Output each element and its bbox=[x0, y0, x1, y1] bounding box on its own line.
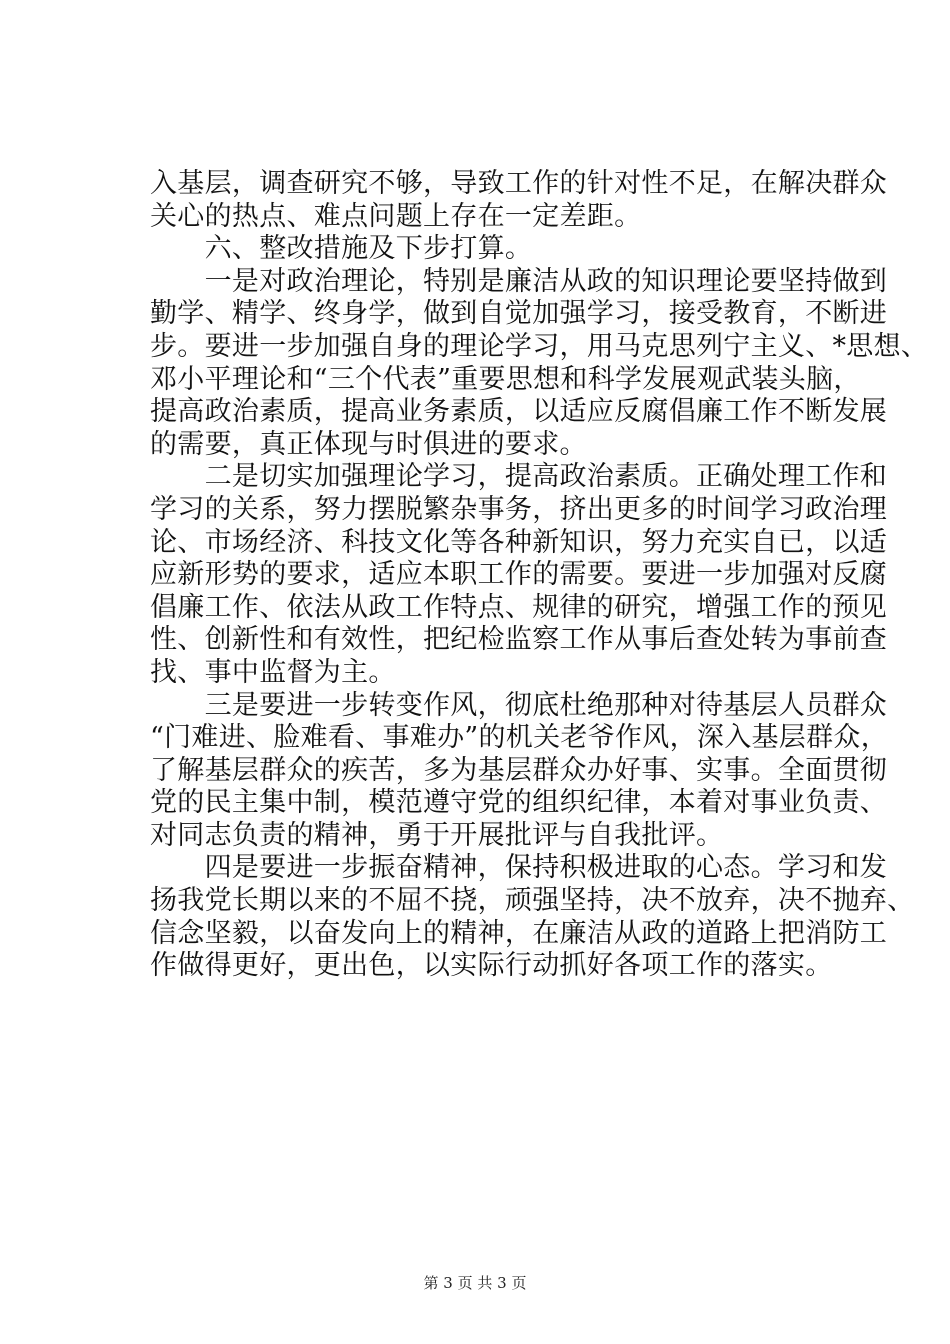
text-line: 三是要进一步转变作风，彻底杜绝那种对待基层人员群众 bbox=[150, 689, 888, 721]
text-line: 扬我党长期以来的不屈不挠，顽强坚持，决不放弃，决不抛弃、 bbox=[150, 885, 915, 917]
text-line: 找、事中监督为主。 bbox=[150, 656, 396, 688]
text-line: 邓小平理论和“三个代表”重要思想和科学发展观武装头脑， bbox=[150, 363, 861, 395]
text-line: 的需要，真正体现与时俱进的要求。 bbox=[150, 428, 587, 460]
text-line: 对同志负责的精神，勇于开展批评与自我批评。 bbox=[150, 819, 724, 851]
text-line: 信念坚毅，以奋发向上的精神，在廉洁从政的道路上把消防工 bbox=[150, 917, 888, 949]
text-line: 关心的热点、难点问题上存在一定差距。 bbox=[150, 200, 642, 232]
text-line: 性、创新性和有效性，把纪检监察工作从事后查处转为事前查 bbox=[150, 624, 888, 656]
text-line: 党的民主集中制，模范遵守党的组织纪律，本着对事业负责、 bbox=[150, 787, 888, 819]
text-line: 勤学、精学、终身学，做到自觉加强学习，接受教育，不断进 bbox=[150, 298, 888, 330]
text-line: 步。要进一步加强自身的理论学习，用马克思列宁主义、*思想、 bbox=[150, 330, 929, 362]
text-line: 入基层，调查研究不够，导致工作的针对性不足，在解决群众 bbox=[150, 168, 888, 199]
text-line: “门难进、脸难看、事难办”的机关老爷作风，深入基层群众， bbox=[150, 722, 889, 754]
section-heading: 六、整改措施及下步打算。 bbox=[150, 233, 533, 265]
text-line: 应新形势的要求，适应本职工作的需要。要进一步加强对反腐 bbox=[150, 559, 888, 591]
page-footer bbox=[0, 1272, 950, 1293]
text-line: 了解基层群众的疾苦，多为基层群众办好事、实事。全面贯彻 bbox=[150, 754, 888, 786]
text-line: 四是要进一步振奋精神，保持积极进取的心态。学习和发 bbox=[150, 852, 888, 884]
text-line: 学习的关系，努力摆脱繁杂事务，挤出更多的时间学习政治理 bbox=[150, 493, 888, 525]
text-line: 二是切实加强理论学习，提高政治素质。正确处理工作和 bbox=[150, 461, 888, 493]
text-line: 倡廉工作、依法从政工作特点、规律的研究，增强工作的预见 bbox=[150, 591, 888, 623]
text-line: 作做得更好，更出色，以实际行动抓好各项工作的落实。 bbox=[150, 950, 833, 982]
document-body bbox=[150, 168, 929, 983]
text-line: 论、市场经济、科技文化等各种新知识，努力充实自已，以适 bbox=[150, 526, 888, 558]
text-line: 提高政治素质，提高业务素质，以适应反腐倡廉工作不断发展 bbox=[150, 396, 888, 428]
text-line: 一是对政治理论，特别是廉洁从政的知识理论要坚持做到 bbox=[150, 265, 888, 297]
page-number-label: 第 3 页 共 3 页 bbox=[423, 1274, 527, 1292]
